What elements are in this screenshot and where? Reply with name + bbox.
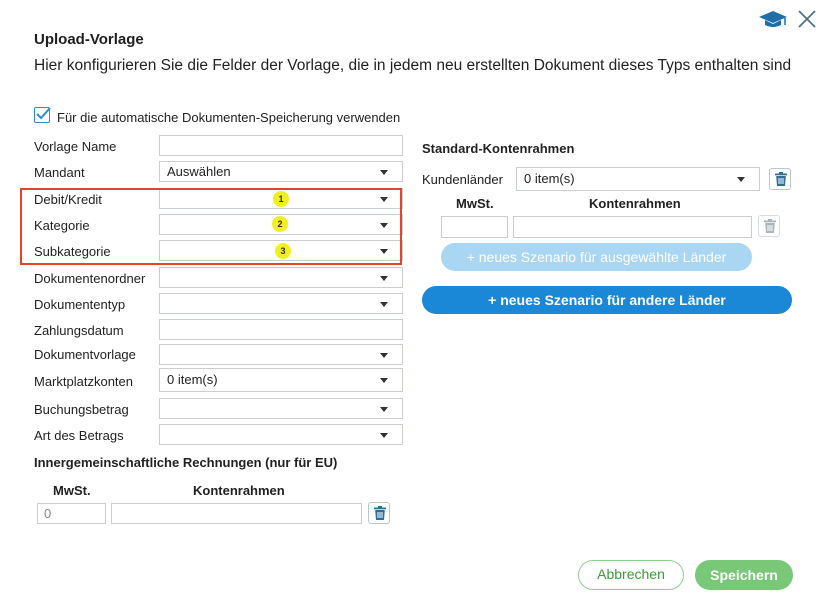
- mandant-select[interactable]: [159, 161, 403, 182]
- standard-section-title: Standard-Kontenrahmen: [422, 141, 575, 156]
- badge-1: 1: [273, 191, 289, 207]
- buchungsbetrag-select[interactable]: [159, 398, 403, 419]
- cancel-button[interactable]: Abbrechen: [578, 560, 684, 590]
- new-scenario-selected-button[interactable]: + neues Szenario für ausgewählte Länder: [441, 243, 752, 271]
- dialog-subtitle: Hier konfigurieren Sie die Felder der Vorlage, die in jedem neu erstellten Dokument dieses Typs enthalten sind: [34, 57, 792, 74]
- standard-konten-input[interactable]: [513, 216, 752, 238]
- dokumentvorlage-select[interactable]: [159, 344, 403, 365]
- kundenlaender-select[interactable]: [516, 167, 760, 191]
- eu-delete-button[interactable]: [368, 502, 390, 524]
- eu-col-konten: Kontenrahmen: [193, 483, 285, 498]
- eu-col-mwst: MwSt.: [53, 483, 91, 498]
- marktplatzkonten-value: 0 item(s): [167, 372, 218, 387]
- eu-section-title: Innergemeinschaftliche Rechnungen (nur für EU): [34, 455, 338, 470]
- eu-mwst-input[interactable]: 0: [37, 503, 106, 524]
- chevron-down-icon: [380, 170, 388, 175]
- zahlungsdatum-input[interactable]: [159, 319, 403, 340]
- new-scenario-other-button[interactable]: + neues Szenario für andere Länder: [422, 286, 792, 314]
- highlight-box: [20, 188, 402, 265]
- close-icon[interactable]: [796, 8, 818, 30]
- standard-col-mwst: MwSt.: [456, 196, 494, 211]
- chevron-down-icon: [380, 353, 388, 358]
- subkategorie-label: Subkategorie: [34, 244, 111, 259]
- graduation-cap-icon[interactable]: [758, 9, 788, 29]
- auto-save-checkbox[interactable]: [34, 107, 50, 123]
- standard-col-konten: Kontenrahmen: [589, 196, 681, 211]
- check-icon: [35, 106, 51, 122]
- dokumententyp-select[interactable]: [159, 293, 403, 314]
- dokumentenordner-label: Dokumentenordner: [34, 271, 146, 286]
- kundenlaender-delete-button[interactable]: [769, 168, 791, 190]
- trash-icon: [764, 219, 776, 233]
- trash-icon: [775, 172, 787, 186]
- vorlage-name-label: Vorlage Name: [34, 139, 117, 154]
- marktplatzkonten-select[interactable]: [159, 368, 403, 392]
- auto-save-label: Für die automatische Dokumenten-Speicherung verwenden: [57, 110, 401, 125]
- dokumentenordner-select[interactable]: [159, 267, 403, 288]
- dokumententyp-label: Dokumententyp: [34, 297, 126, 312]
- dialog-title: Upload-Vorlage: [34, 31, 144, 48]
- mandant-value: Auswählen: [167, 164, 231, 179]
- marktplatzkonten-label: Marktplatzkonten: [34, 374, 133, 389]
- chevron-down-icon: [380, 302, 388, 307]
- trash-icon: [374, 506, 386, 520]
- art-des-betrags-label: Art des Betrags: [34, 428, 124, 443]
- vorlage-name-input[interactable]: [159, 135, 403, 156]
- art-des-betrags-select[interactable]: [159, 424, 403, 445]
- mandant-label: Mandant: [34, 165, 85, 180]
- standard-row-delete-button[interactable]: [758, 215, 780, 237]
- zahlungsdatum-label: Zahlungsdatum: [34, 323, 124, 338]
- kundenlaender-label: Kundenländer: [422, 172, 503, 187]
- badge-3: 3: [275, 243, 291, 259]
- chevron-down-icon: [380, 276, 388, 281]
- chevron-down-icon: [380, 433, 388, 438]
- save-button[interactable]: Speichern: [695, 560, 793, 590]
- standard-mwst-input[interactable]: [441, 216, 508, 238]
- badge-2: 2: [272, 216, 288, 232]
- buchungsbetrag-label: Buchungsbetrag: [34, 402, 129, 417]
- chevron-down-icon: [380, 407, 388, 412]
- kundenlaender-value: 0 item(s): [524, 171, 575, 186]
- debit-kredit-label: Debit/Kredit: [34, 192, 102, 207]
- dokumentvorlage-label: Dokumentvorlage: [34, 347, 136, 362]
- eu-konten-input[interactable]: [111, 503, 362, 524]
- kategorie-label: Kategorie: [34, 218, 90, 233]
- chevron-down-icon: [737, 177, 745, 182]
- chevron-down-icon: [380, 378, 388, 383]
